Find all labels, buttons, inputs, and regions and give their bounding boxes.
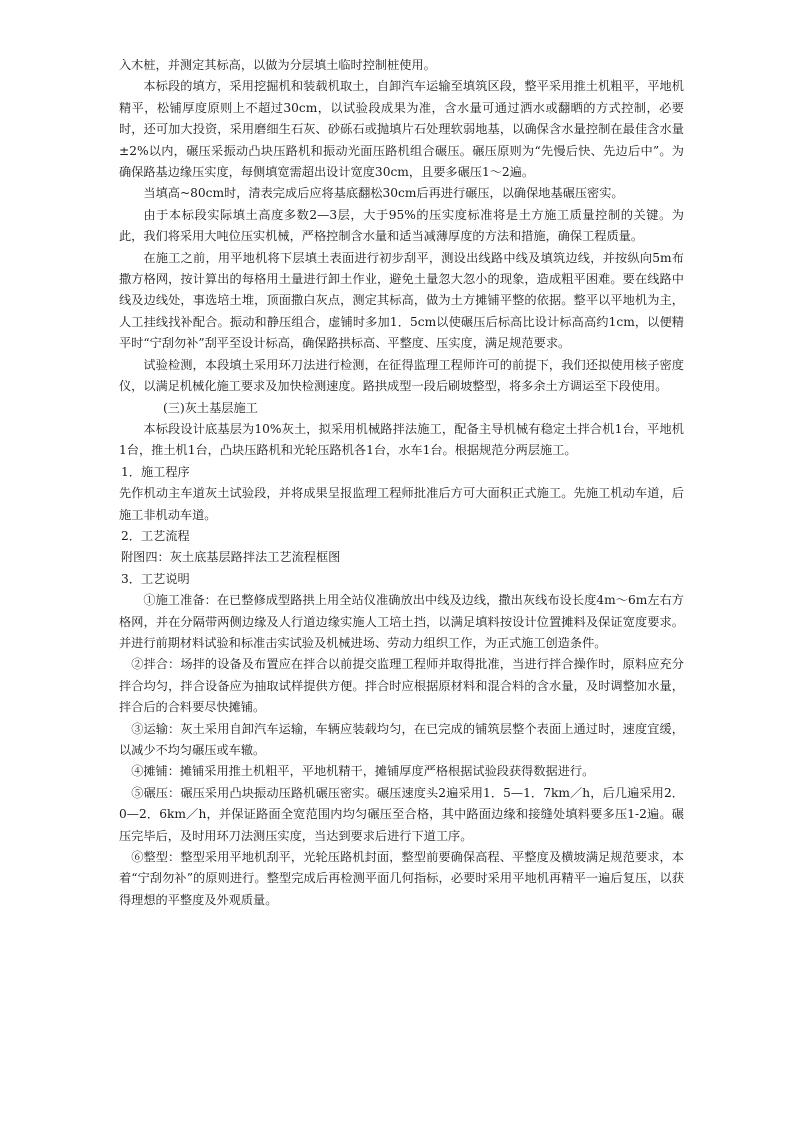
step-spreading: ④摊铺：摊铺采用推土机粗平，平地机精干，摊铺厚度严格根据试验段获得数据进行。 (131, 764, 595, 779)
subsection-title-description: 3．工艺说明 (121, 571, 190, 586)
subsection-body-procedure: 先作机动主车道灰土试验段，并将成果呈报监理工程师批准后方可大面积正式施工。先施工机动车道，后施工非机动车道。 (119, 486, 684, 522)
paragraph-testing: 试验检测，本段填土采用环刀法进行检测，在征得监理工程师许可的前提下，我们还拟使用核子密度仪，以满足机械化施工要求及加快检测速度。路拱成型一段后刷坡整型，将多余土方调运至下段使用。 (119, 357, 684, 394)
paragraph-continuation: 入木桩，并测定其标高，以做为分层填土临时控制桩使用。 (119, 58, 436, 72)
step-shaping: ⑥整型：整型采用平地机刮平，光轮压路机封面，整型前要确保高程、平整度及横坡满足规范要求，本着“宁刮勿补”的原则进行。整型完成后再检测平面几何指标，必要时采用平地机再精平一遍后复压，以获得理想的平整度及外观质量。 (119, 850, 684, 907)
subsection-title-procedure: 1．施工程序 (121, 464, 190, 479)
section-intro: 本标段设计底基层为10%灰土，拟采用机械路拌法施工，配备主导机械有稳定土拌合机1台，平地机1台，推土机1台，凸块压路机和光轮压路机各1台，水车1台。根据规范分两层施工。 (119, 421, 684, 458)
paragraph-fill-height: 当填高~80cm时，清表完成后应将基底翻松30cm后再进行碾压，以确保地基碾压密实。 (143, 186, 624, 201)
step-compaction: ⑤碾压：碾压采用凸块振动压路机碾压密实。碾压速度头2遍采用1．5—1．7km／h，后几遍采用2．0—2．6km／h，并保证路面全宽范围内均匀碾压至合格，其中路面边缘和接缝处填料要多压1-2遍。碾压完毕后，及时用环刀法测压实度，当达到要求后进行下道工序。 (119, 785, 684, 843)
paragraph-fill-method: 本标段的填方，采用挖掘机和装载机取土，自卸汽车运输至填筑区段，整平采用推土机粗平，平地机精平，松铺厚度原则上不超过30cm，以试验段成果为准，含水量可通过洒水或翻晒的方式控制，必要时，还可加大投资，采用磨细生石灰、砂砾石或抛填片石处理软弱地基，以确保含水量控制在最佳含水量±2%以内，碾压采振动凸块压路机和振动光面压路机组合碾压。碾压原则为“先慢后快、先边后中”。为确保路基边缘压实度，每侧填宽需超出设计宽度30cm，且要多碾压1～2遍。 (119, 79, 684, 180)
subsection-body-flow: 附图四：灰土底基层路拌法工艺流程框图 (121, 550, 341, 565)
section-heading: (三)灰土基层施工 (163, 400, 258, 415)
subsection-title-flow: 2．工艺流程 (121, 528, 190, 543)
paragraph-pre-construction: 在施工之前，用平地机将下层填土表面进行初步刮平，测设出线路中线及填筑边线，并按纵向5m布撒方格网，按计算出的每格用土量进行卸土作业，避免土量忽大忽小的现象，造成粗平困难。要在线路中线及边线处，事选培土堆，顶面撒白灰点，测定其标高，做为土方摊铺平整的依据。整平以平地机为主，人工挂线找补配合。振动和静压组合，虚铺时多加1．5cm以使碾压后标高比设计标高高约1cm，以便精平时“宁刮勿补”刮平至设计标高，确保路拱标高、平整度、压实度，满足规范要求。 (119, 250, 684, 351)
paragraph-compaction-standard: 由于本标段实际填土高度多数2—3层，大于95%的压实度标准将是土方施工质量控制的关键。为此，我们将采用大吨位压实机械，严格控制含水量和适当减薄厚度的方法和措施，确保工程质量。 (119, 207, 684, 244)
step-transport: ③运输：灰土采用自卸汽车运输，车辆应装载均匀，在已完成的铺筑层整个表面上通过时，速度宜缓，以减少不均匀碾压或车辙。 (119, 721, 684, 757)
step-mixing: ②拌合：场拌的设备及布置应在拌合以前提交监理工程师并取得批准，当进行拌合操作时，原料应充分拌合均匀，拌合设备应为抽取试样提供方便。拌合时应根据原材料和混合料的含水量，及时调整加水量，拌合后的合料要尽快摊铺。 (119, 657, 684, 715)
step-preparation: ①施工准备：在已整修成型路拱上用全站仪准确放出中线及边线，撒出灰线布设长度4m～6m左右方格网，并在分隔带两侧边缘及人行道边缘实施人工培土挡，以满足填料按设计位置摊料及保证宽度要求。并进行前期材料试验和标准击实试验及机械进场、劳动力组织工作，为正式施工创造条件。 (119, 593, 684, 650)
document-page (119, 55, 684, 911)
